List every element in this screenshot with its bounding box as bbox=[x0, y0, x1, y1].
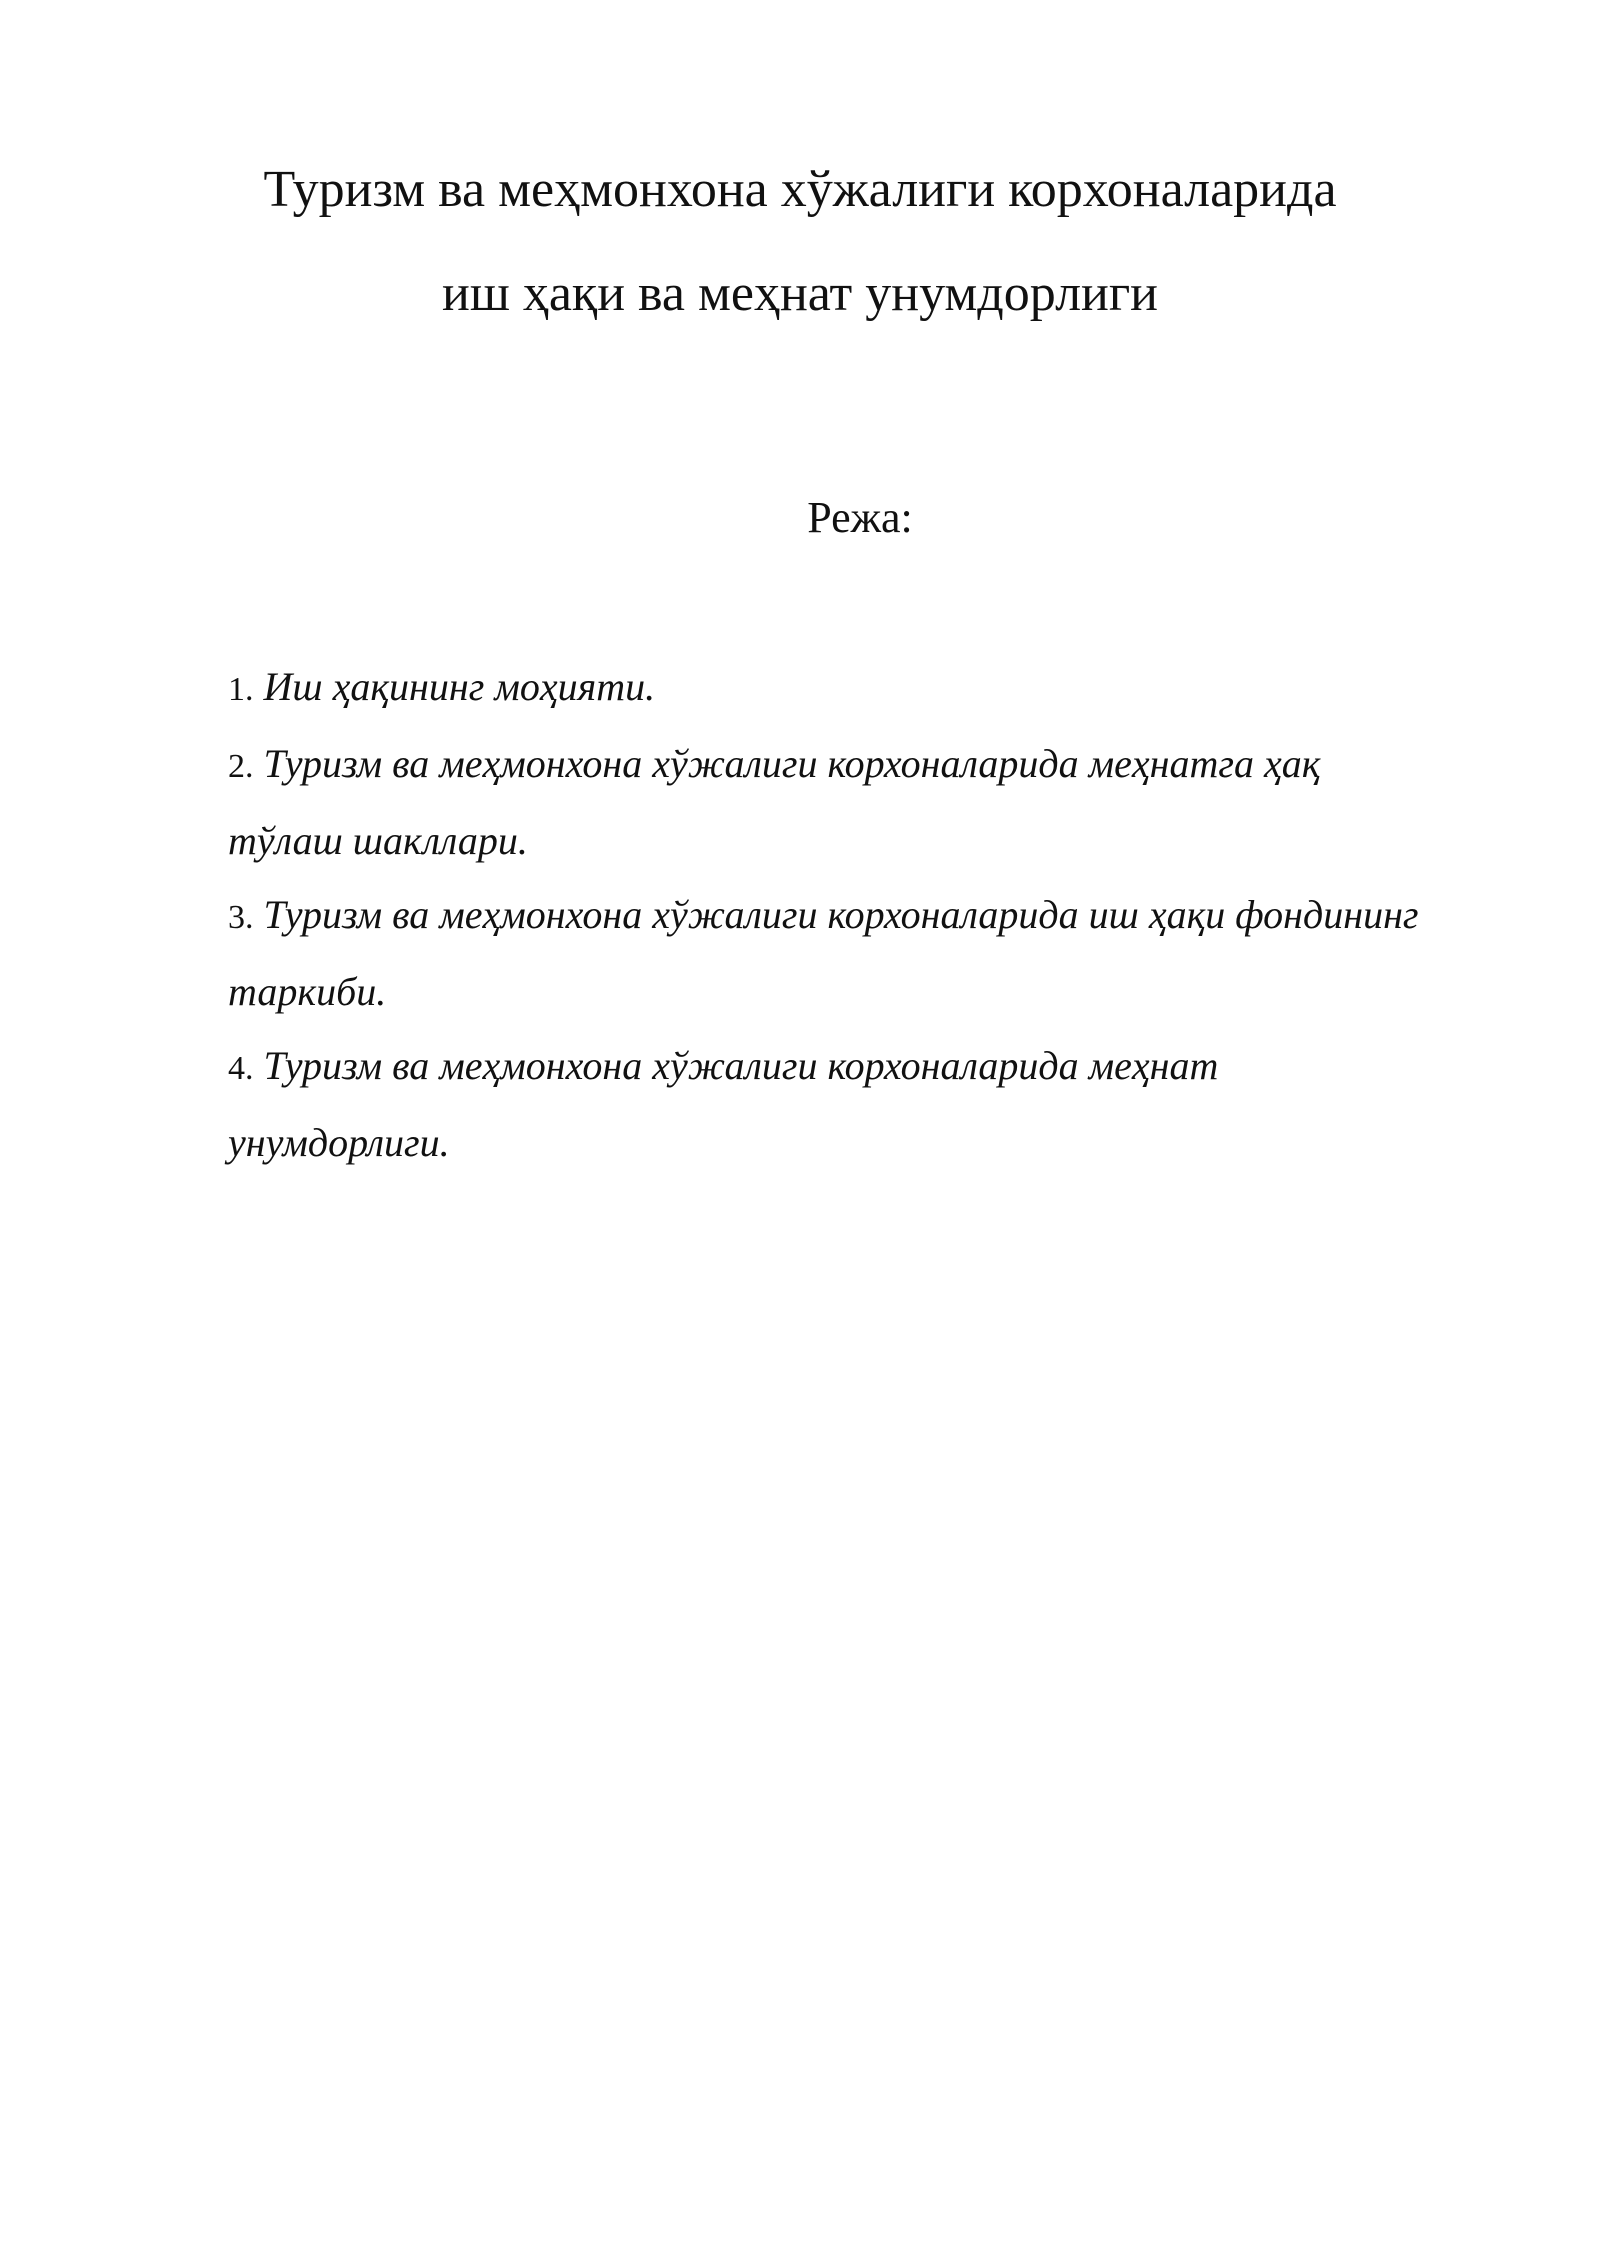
plan-item-text: Иш ҳақининг моҳияти. bbox=[263, 664, 656, 709]
plan-item-1 bbox=[228, 650, 1428, 727]
plan-item-number: 3. bbox=[228, 899, 254, 936]
plan-item-text: Туризм ва меҳмонхона хўжалиги корхоналарида меҳнатга ҳақ тўлаш шакллари. bbox=[228, 741, 1321, 863]
plan-item-number: 4. bbox=[228, 1050, 254, 1087]
plan-item-3 bbox=[228, 878, 1428, 1029]
plan-heading: Режа: bbox=[807, 493, 913, 542]
plan-item-4 bbox=[228, 1029, 1428, 1180]
plan-item-text: Туризм ва меҳмонхона хўжалиги корхоналарида меҳнат унумдорлиги. bbox=[228, 1043, 1219, 1165]
plan-item-number: 2. bbox=[228, 748, 254, 785]
plan-item-2 bbox=[228, 727, 1428, 878]
document-title-line-1: Туризм ва меҳмонхона хўжалиги корхоналарида bbox=[263, 161, 1337, 218]
document-title-line-2: иш ҳақи ва меҳнат унумдорлиги bbox=[441, 265, 1158, 322]
plan-item-text: Туризм ва меҳмонхона хўжалиги корхоналарида иш ҳақи фондининг таркиби. bbox=[228, 892, 1419, 1014]
plan-list bbox=[228, 650, 1428, 1180]
plan-item-number: 1. bbox=[228, 671, 254, 708]
